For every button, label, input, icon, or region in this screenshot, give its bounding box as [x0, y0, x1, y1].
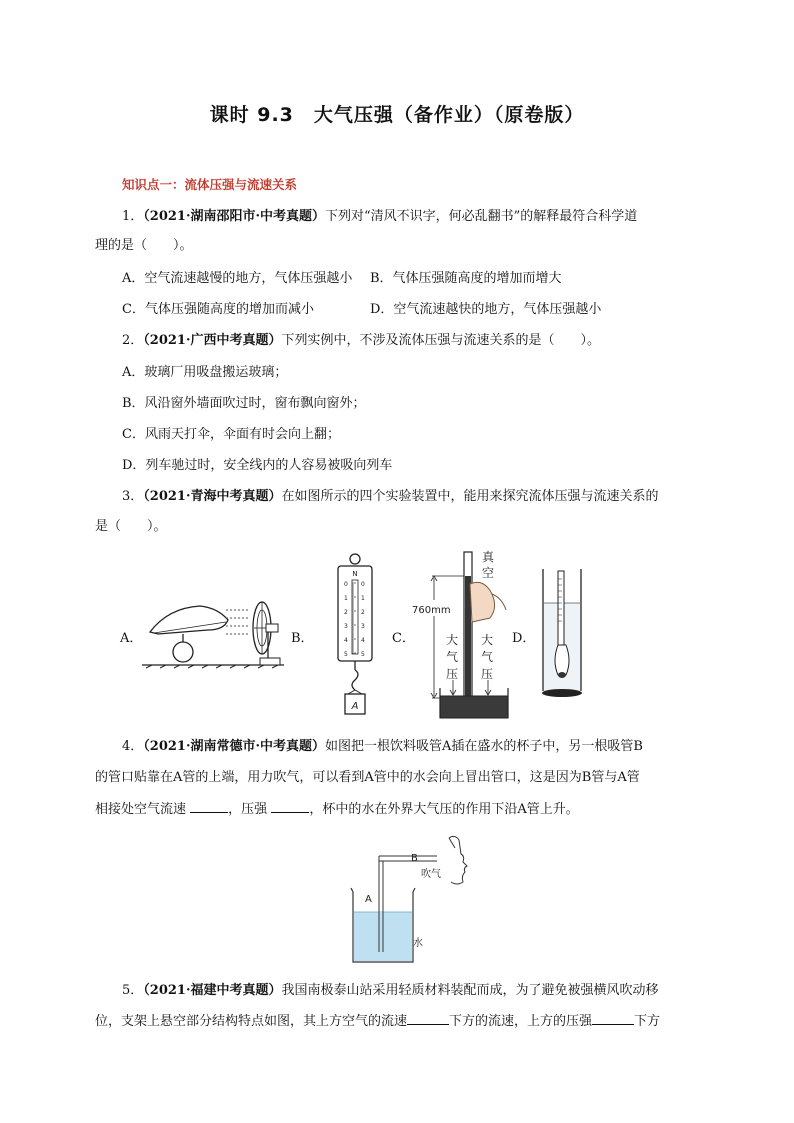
question-4-line-2: 的管口贴靠在A管的上端，用力吹气，可以看到A管中的水会向上冒出管口，这是因为B管与A管 — [95, 770, 640, 785]
q1-option-a: A．空气流速越慢的地方，气体压强越小 — [122, 271, 353, 286]
question-number: 4． — [122, 739, 144, 754]
q4-straw-beaker-figure — [345, 832, 475, 967]
q2-option-c: C．风雨天打伞，伞面有时会向上翻； — [122, 427, 340, 442]
answer-blank-1[interactable] — [190, 800, 228, 813]
question-source: （2021·广西中考真题） — [143, 333, 282, 348]
scale-tick-label: 5 — [344, 651, 348, 658]
scale-tick-label: 0 — [344, 581, 348, 588]
q2-option-a: A．玻璃厂用吸盘搬运玻璃； — [122, 365, 288, 380]
question-text: 下列实例中，不涉及流体压强与流速关系的是（ ）。 — [281, 333, 601, 348]
figure-label-c: C． — [392, 631, 415, 646]
q2-option-b: B．风沿窗外墙面吹过时，窗布飘向窗外； — [122, 396, 366, 411]
atm-label-right-2: 气 — [481, 650, 494, 664]
figure-label-b: B． — [291, 631, 314, 646]
question-3-line-1 — [122, 488, 659, 506]
scale-tick-label: 3 — [361, 623, 365, 630]
figure-a-wing-fan — [138, 590, 288, 670]
atm-label-left-3: 压 — [446, 667, 459, 681]
height-label: 760mm — [412, 605, 451, 616]
answer-blank-4[interactable] — [592, 1012, 634, 1025]
q1-option-c: C．气体压强随高度的增加而减小 — [122, 302, 314, 317]
question-text: 下列对“清风不识字，何必乱翻书”的解释最符合科学道 — [325, 209, 638, 224]
scale-tick-label: 2 — [361, 609, 365, 616]
figure-label-a: A． — [120, 631, 143, 646]
question-text: 在如图所示的四个实验装置中，能用来探究流体压强与流速关系的 — [281, 489, 659, 504]
scale-tick-label: 4 — [344, 637, 348, 644]
question-5-line-2 — [95, 1012, 660, 1031]
atm-label-right-1: 大 — [481, 633, 494, 647]
scale-unit: N — [352, 570, 358, 578]
vacuum-label-1: 真 — [482, 550, 495, 564]
scale-tick-label: 2 — [344, 609, 348, 616]
question-text: ，杯中的水在外界大气压的作用下沿A管上升。 — [309, 802, 579, 817]
question-5-line-1 — [122, 982, 659, 1000]
scale-tick-label: 0 — [361, 581, 365, 588]
figure-d-hydrometer-cylinder — [538, 565, 588, 705]
weight-label: A — [351, 701, 359, 712]
question-number: 3． — [122, 489, 144, 504]
figure-b-spring-scale — [330, 552, 380, 717]
question-source: （2021·湖南常德市·中考真题） — [143, 739, 326, 754]
q1-option-b: B．气体压强随高度的增加而增大 — [370, 271, 562, 286]
question-text: 相接处空气流速 — [95, 802, 187, 817]
q1-option-d: D．空气流速越快的地方，气体压强越小 — [370, 302, 602, 317]
atm-label-left-1: 大 — [446, 633, 459, 647]
question-text: 位，支架上悬空部分结构特点如图，其上方空气的流速 — [95, 1014, 408, 1029]
question-text: 我国南极泰山站采用轻质材料装配而成，为了避免被强横风吹动移 — [281, 983, 659, 998]
question-number: 5． — [122, 983, 144, 998]
atm-label-right-3: 压 — [481, 667, 494, 681]
scale-tick-label: 1 — [361, 595, 365, 602]
water-label: 水 — [413, 938, 423, 949]
question-1-line-2: 理的是（ ）。 — [95, 238, 193, 253]
figure-c-torricelli-tube — [410, 548, 510, 720]
scale-tick-label: 1 — [344, 595, 348, 602]
question-number: 1． — [122, 209, 144, 224]
figure-label-d: D． — [512, 631, 536, 646]
scale-tick-label: 4 — [361, 637, 365, 644]
scale-tick-label: 3 — [344, 623, 348, 630]
answer-blank-3[interactable] — [407, 1012, 449, 1025]
question-number: 2． — [122, 333, 144, 348]
question-source: （2021·湖南邵阳市·中考真题） — [143, 209, 326, 224]
section-heading: 知识点一：流体压强与流速关系 — [122, 177, 298, 192]
question-text: 下方的流速，上方的压强 — [449, 1014, 593, 1029]
question-4-line-1 — [122, 738, 643, 756]
vacuum-label-2: 空 — [482, 566, 495, 580]
page-title: 课时 9.3 大气压强（备作业）（原卷版） — [209, 104, 585, 126]
question-2-line-1 — [122, 332, 600, 350]
question-source: （2021·福建中考真题） — [143, 983, 282, 998]
question-text: 如图把一根饮料吸管A插在盛水的杯子中，另一根吸管B — [325, 739, 643, 754]
question-text: ，压强 — [228, 802, 268, 817]
question-4-line-3 — [95, 800, 579, 819]
straw-a-label: A — [365, 894, 372, 905]
answer-blank-2[interactable] — [271, 800, 309, 813]
question-1-line-1 — [122, 208, 637, 226]
blow-label: 吹气 — [421, 869, 441, 880]
atm-label-left-2: 气 — [446, 650, 459, 664]
question-3-line-2: 是（ ）。 — [95, 519, 167, 534]
question-text: 下方 — [634, 1014, 661, 1029]
q2-option-d: D．列车驰过时，安全线内的人容易被吸向列车 — [122, 458, 393, 473]
straw-b-label: B — [411, 853, 418, 864]
question-source: （2021·青海中考真题） — [143, 489, 282, 504]
scale-tick-label: 5 — [361, 651, 365, 658]
